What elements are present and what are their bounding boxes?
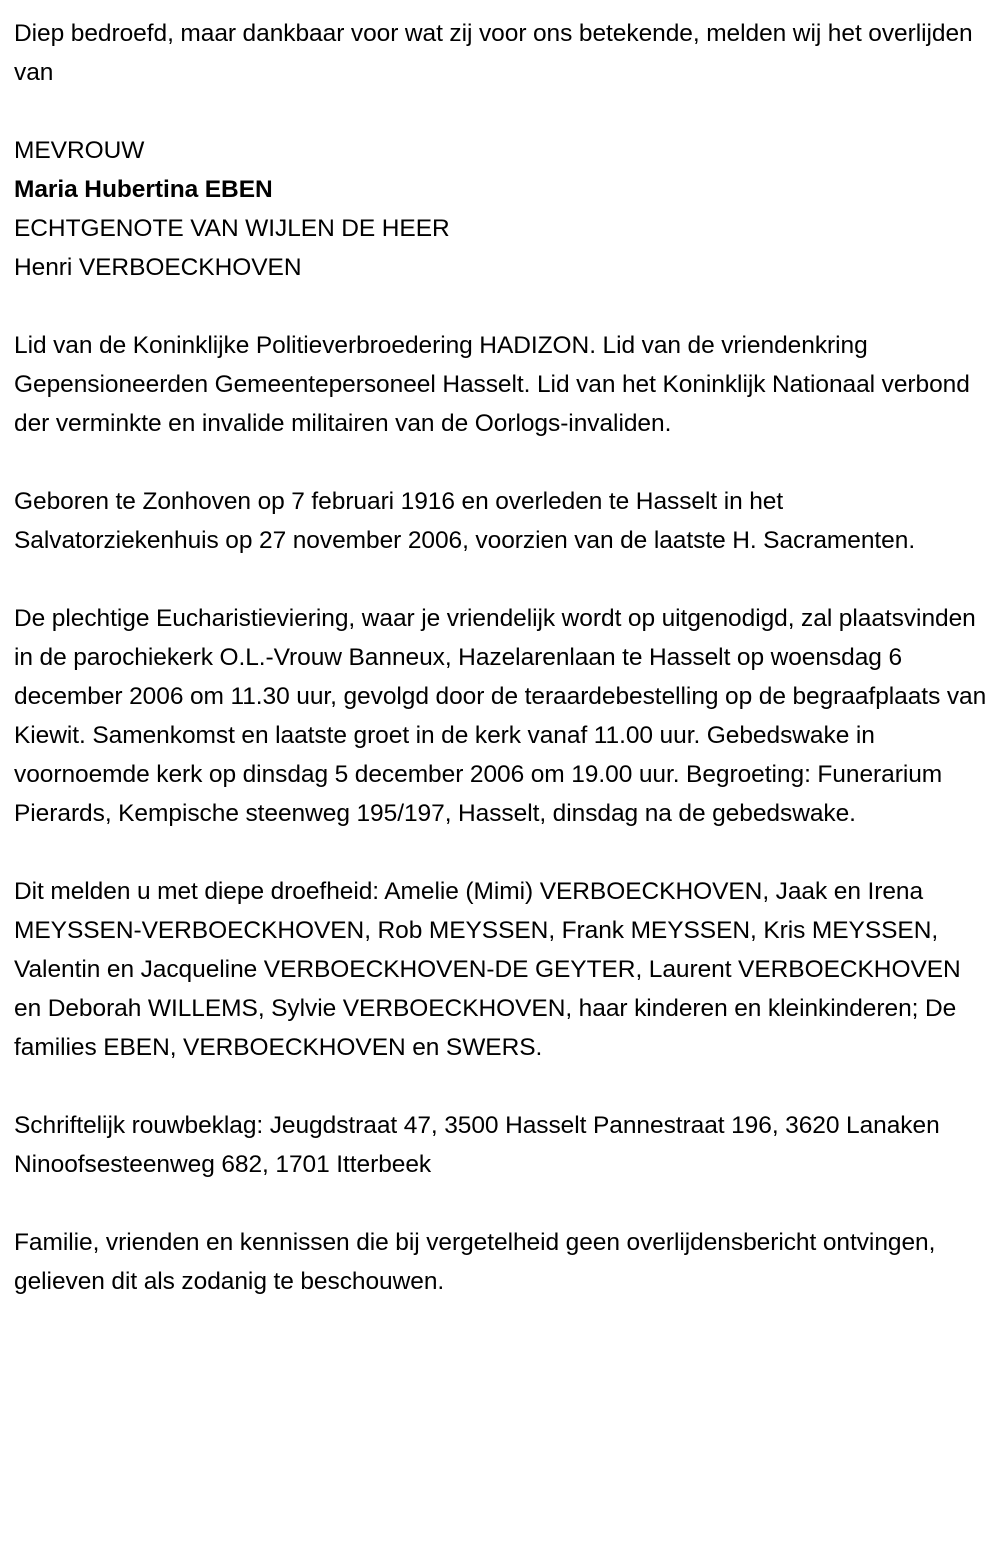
condolence-addresses-paragraph: Schriftelijk rouwbeklag: Jeugdstraat 47, 3500 Hasselt Pannestraat 196, 3620 Lanaken Ninoofsesteenweg 682, 1701 Itterbeek: [14, 1112, 940, 1178]
spouse-name: Henri VERBOECKHOVEN: [14, 254, 302, 281]
deceased-name: Maria Hubertina EBEN: [14, 176, 273, 203]
memberships-paragraph: Lid van de Koninklijke Politieverbroedering HADIZON. Lid van de vriendenkring Gepensioneerden Gemeentepersoneel Hasselt. Lid van het Koninklijk Nationaal verbond der verminkte en invalide militairen van de Oorlogs-invaliden.: [14, 332, 970, 437]
birth-death-paragraph: Geboren te Zonhoven op 7 februari 1916 en overleden te Hasselt in het Salvatorziekenhuis op 27 november 2006, voorzien van de laatste H. Sacramenten.: [14, 488, 916, 554]
intro-paragraph: Diep bedroefd, maar dankbaar voor wat zij voor ons betekende, melden wij het overlijden van: [14, 20, 973, 86]
relation-label: ECHTGENOTE VAN WIJLEN DE HEER: [14, 215, 450, 242]
salutation-line: MEVROUW: [14, 137, 145, 164]
closing-notice-paragraph: Familie, vrienden en kennissen die bij vergetelheid geen overlijdensbericht ontvingen, gelieven dit als zodanig te beschouwen.: [14, 1229, 936, 1295]
survivors-paragraph: Dit melden u met diepe droefheid: Amelie (Mimi) VERBOECKHOVEN, Jaak en Irena MEYSSEN-VERBOECKHOVEN, Rob MEYSSEN, Frank MEYSSEN, Kris MEYSSEN, Valentin en Jacqueline VERBOECKHOVEN-DE GEYTER, Laurent VERBOECKHOVEN en Deborah WILLEMS, Sylvie VERBOECKHOVEN, haar kinderen en kleinkinderen; De families EBEN, VERBOECKHOVEN en SWERS.: [14, 878, 961, 1061]
ceremony-paragraph: De plechtige Eucharistieviering, waar je vriendelijk wordt op uitgenodigd, zal plaatsvinden in de parochiekerk O.L.-Vrouw Banneux, Hazelarenlaan te Hasselt op woensdag 6 december 2006 om 11.30 uur, gevolgd door de teraardebestelling op de begraafplaats van Kiewit. Samenkomst en laatste groet in de kerk vanaf 11.00 uur. Gebedswake in voornoemde kerk op dinsdag 5 december 2006 om 19.00 uur. Begroeting: Funerarium Pierards, Kempische steenweg 195/197, Hasselt, dinsdag na de gebedswake.: [14, 605, 987, 827]
